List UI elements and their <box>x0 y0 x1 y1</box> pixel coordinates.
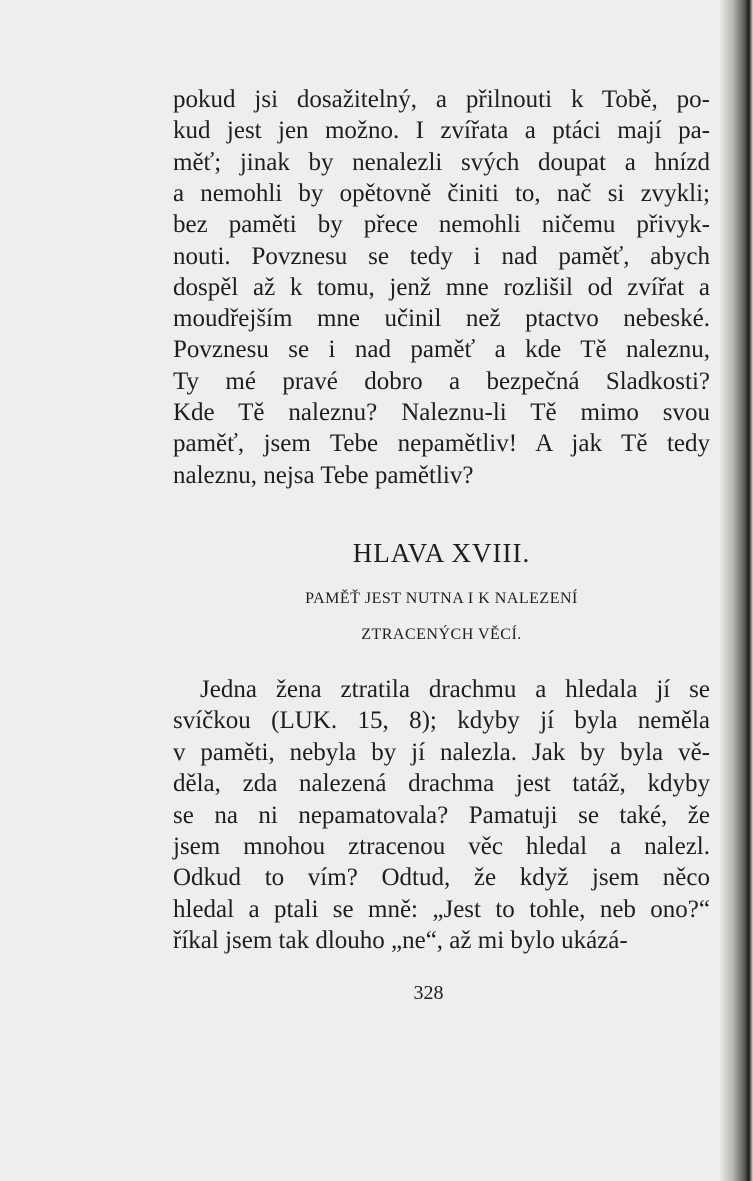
text-line: se na ni nepamatovala? Pamatuji se také, že <box>173 801 710 829</box>
text-line: dospěl až k tomu, jenž mne rozlišil od zvířat a <box>173 273 710 301</box>
chapter-title: HLAVA XVIII. <box>352 538 531 568</box>
text-line: Kde Tě naleznu? Naleznu-li Tě mimo svou <box>173 399 710 426</box>
text-line: děla, zda nalezená drachma jest tatáž, kdyby <box>173 770 710 798</box>
chapter-subtitle-line-1: PAMĚŤ JEST NUTNA I K NALEZENÍ <box>305 590 578 607</box>
text-line: svíčkou (LUK. 15, 8); kdyby jí byla neměla <box>173 707 710 735</box>
text-line: kud jest jen možno. I zvířata a ptáci mají pa- <box>173 117 710 145</box>
text-line: v paměti, nebyla by jí nalezla. Jak by byla vě- <box>173 738 710 766</box>
text-line: říkal jsem tak dlouho „ne“, až mi bylo ukázá- <box>173 927 628 955</box>
text-line: bez paměti by přece nemohli ničemu přivyk- <box>173 211 710 239</box>
text-line: Povznesu se i nad paměť a kde Tě naleznu, <box>173 336 710 364</box>
text-line: paměť, jsem Tebe nepamětliv! A jak Tě tedy <box>173 430 710 458</box>
text-line: naleznu, nejsa Tebe pamětliv? <box>173 461 474 489</box>
text-line: Jedna žena ztratila drachmu a hledala jí se <box>200 676 710 703</box>
text-line: jsem mnohou ztracenou věc hledal a nalezl. <box>173 833 710 860</box>
book-spine-shadow <box>719 0 753 1181</box>
text-line: moudřejším mne učinil než ptactvo nebeské. <box>173 305 710 333</box>
text-line: Ty mé pravé dobro a bezpečná Sladkosti? <box>173 367 710 395</box>
text-line: měť; jinak by nenalezli svých doupat a hnízd <box>173 148 710 176</box>
text-line: a nemohli by opětovně činiti to, nač si zvykli; <box>173 179 710 207</box>
text-line: hledal a ptali se mně: „Jest to tohle, neb ono?“ <box>173 895 710 923</box>
chapter-subtitle-line-2: ZTRACENÝCH VĚCÍ. <box>361 626 522 643</box>
text-line: Odkud to vím? Odtud, že když jsem něco <box>173 864 710 892</box>
page-number: 328 <box>413 982 444 1004</box>
text-line: nouti. Povznesu se tedy i nad paměť, abych <box>173 242 710 270</box>
text-line: pokud jsi dosažitelný, a přilnouti k Tobě, po- <box>173 86 710 113</box>
